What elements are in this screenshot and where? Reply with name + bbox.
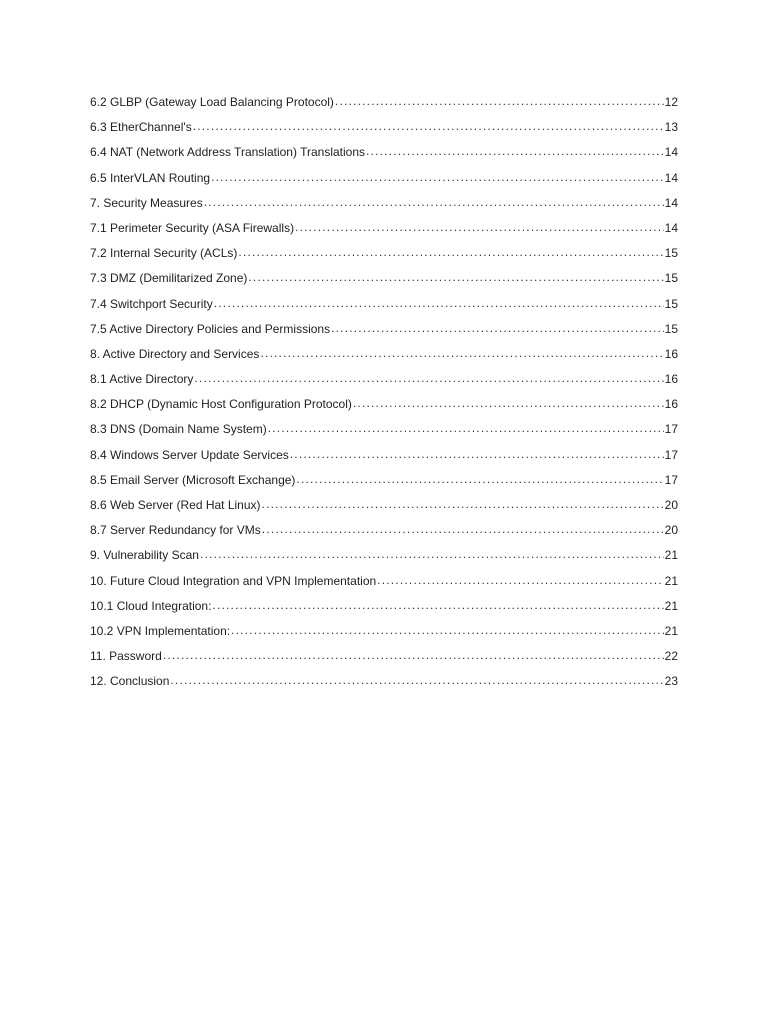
toc-dot-leader bbox=[211, 167, 664, 187]
toc-entry-page: 23 bbox=[664, 674, 678, 689]
toc-entry[interactable] bbox=[90, 520, 678, 545]
toc-entry[interactable] bbox=[90, 193, 678, 218]
toc-entry-title: 8.1 Active Directory bbox=[90, 372, 194, 387]
toc-dot-leader bbox=[248, 267, 663, 287]
toc-entry-title: 10.1 Cloud Integration: bbox=[90, 598, 212, 613]
toc-entry-title: 8. Active Directory and Services bbox=[90, 346, 260, 361]
toc-entry[interactable] bbox=[90, 243, 678, 268]
toc-entry-page: 22 bbox=[664, 649, 678, 664]
toc-entry-page: 20 bbox=[664, 523, 678, 538]
toc-dot-leader bbox=[268, 418, 664, 438]
toc-dot-leader bbox=[231, 620, 664, 640]
toc-entry-title: 8.7 Server Redundancy for VMs bbox=[90, 523, 261, 538]
toc-entry[interactable] bbox=[90, 344, 678, 369]
toc-entry-page: 17 bbox=[664, 447, 678, 462]
toc-entry[interactable] bbox=[90, 92, 678, 117]
toc-dot-leader bbox=[296, 469, 663, 489]
toc-entry[interactable] bbox=[90, 445, 678, 470]
toc-entry-page: 15 bbox=[664, 271, 678, 286]
toc-entry-title: 7.1 Perimeter Security (ASA Firewalls) bbox=[90, 220, 295, 235]
toc-entry-page: 20 bbox=[664, 498, 678, 512]
toc-entry[interactable] bbox=[90, 419, 678, 444]
toc-entry-page: 21 bbox=[664, 623, 678, 638]
toc-entry-page: 15 bbox=[664, 321, 678, 336]
toc-dot-leader bbox=[331, 318, 664, 338]
toc-entry-title: 8.3 DNS (Domain Name System) bbox=[90, 422, 267, 437]
toc-entry[interactable] bbox=[90, 495, 678, 520]
toc-entry[interactable] bbox=[90, 671, 678, 696]
toc-entry[interactable] bbox=[90, 142, 678, 167]
toc-entry-page: 21 bbox=[664, 548, 678, 563]
toc-entry-page: 21 bbox=[664, 598, 678, 613]
toc-entry-title: 7. Security Measures bbox=[90, 195, 203, 210]
toc-entry-page: 17 bbox=[664, 422, 678, 437]
toc-dot-leader bbox=[290, 444, 664, 464]
toc-entry-page: 14 bbox=[664, 170, 678, 185]
toc-entry-title: 6.3 EtherChannel's bbox=[90, 120, 192, 135]
toc-entry-title: 8.5 Email Server (Microsoft Exchange) bbox=[90, 472, 296, 487]
toc-entry-page: 17 bbox=[664, 472, 678, 487]
toc-entry-title: 12. Conclusion bbox=[90, 674, 170, 689]
toc-entry[interactable] bbox=[90, 168, 678, 193]
toc-entry[interactable] bbox=[90, 369, 678, 394]
toc-entry-page: 14 bbox=[664, 195, 678, 210]
toc-entry-page: 15 bbox=[664, 296, 678, 311]
toc-dot-leader bbox=[170, 670, 663, 690]
toc-dot-leader bbox=[295, 217, 664, 237]
toc-dot-leader bbox=[262, 519, 664, 539]
toc-dot-leader bbox=[214, 293, 664, 313]
toc-entry[interactable] bbox=[90, 218, 678, 243]
toc-entry-title: 6.4 NAT (Network Address Translation) Translations bbox=[90, 145, 366, 160]
toc-entry-title: 8.6 Web Server (Red Hat Linux) bbox=[90, 498, 261, 512]
toc-dot-leader bbox=[366, 141, 664, 161]
toc-entry-title: 7.4 Switchport Security bbox=[90, 296, 213, 311]
toc-entry[interactable] bbox=[90, 470, 678, 495]
toc-dot-leader bbox=[260, 343, 663, 363]
toc-entry-page: 15 bbox=[664, 246, 678, 261]
toc-entry-title: 6.2 GLBP (Gateway Load Balancing Protocol) bbox=[90, 95, 334, 109]
toc-entry[interactable] bbox=[90, 596, 678, 621]
toc-entry-title: 6.5 InterVLAN Routing bbox=[90, 170, 211, 185]
toc-entry[interactable] bbox=[90, 571, 678, 596]
toc-entry-title: 11. Password bbox=[90, 649, 162, 664]
table-of-contents bbox=[90, 92, 678, 697]
toc-entry[interactable] bbox=[90, 117, 678, 142]
toc-dot-leader bbox=[262, 494, 664, 514]
toc-dot-leader bbox=[335, 91, 664, 111]
toc-entry-title: 7.5 Active Directory Policies and Permissions bbox=[90, 321, 331, 336]
toc-entry-title: 7.2 Internal Security (ACLs) bbox=[90, 246, 238, 261]
toc-entry-page: 14 bbox=[664, 145, 678, 160]
toc-entry-title: 10.2 VPN Implementation: bbox=[90, 623, 231, 638]
toc-entry[interactable] bbox=[90, 394, 678, 419]
toc-entry-page: 13 bbox=[664, 120, 678, 135]
toc-entry-page: 16 bbox=[664, 397, 678, 412]
toc-dot-leader bbox=[238, 242, 663, 262]
toc-entry-title: 8.2 DHCP (Dynamic Host Configuration Protocol) bbox=[90, 397, 352, 412]
toc-entry-title: 8.4 Windows Server Update Services bbox=[90, 447, 289, 462]
toc-entry[interactable] bbox=[90, 294, 678, 319]
toc-entry[interactable] bbox=[90, 545, 678, 570]
toc-entry-title: 9. Vulnerability Scan bbox=[90, 548, 199, 563]
toc-entry-page: 12 bbox=[664, 95, 678, 109]
toc-dot-leader bbox=[200, 544, 664, 564]
toc-entry[interactable] bbox=[90, 319, 678, 344]
toc-dot-leader bbox=[163, 645, 664, 665]
toc-dot-leader bbox=[194, 368, 663, 388]
toc-entry-title: 10. Future Cloud Integration and VPN Implementation bbox=[90, 573, 377, 588]
toc-entry-page: 14 bbox=[664, 220, 678, 235]
toc-entry-page: 16 bbox=[664, 346, 678, 361]
toc-entry[interactable] bbox=[90, 268, 678, 293]
toc-dot-leader bbox=[204, 192, 664, 212]
toc-dot-leader bbox=[212, 595, 663, 615]
toc-entry-page: 21 bbox=[664, 573, 678, 588]
toc-entry[interactable] bbox=[90, 621, 678, 646]
toc-dot-leader bbox=[353, 393, 664, 413]
toc-entry[interactable] bbox=[90, 646, 678, 671]
toc-dot-leader bbox=[377, 570, 663, 590]
toc-entry-title: 7.3 DMZ (Demilitarized Zone) bbox=[90, 271, 248, 286]
toc-dot-leader bbox=[193, 116, 664, 136]
toc-entry-page: 16 bbox=[664, 372, 678, 387]
